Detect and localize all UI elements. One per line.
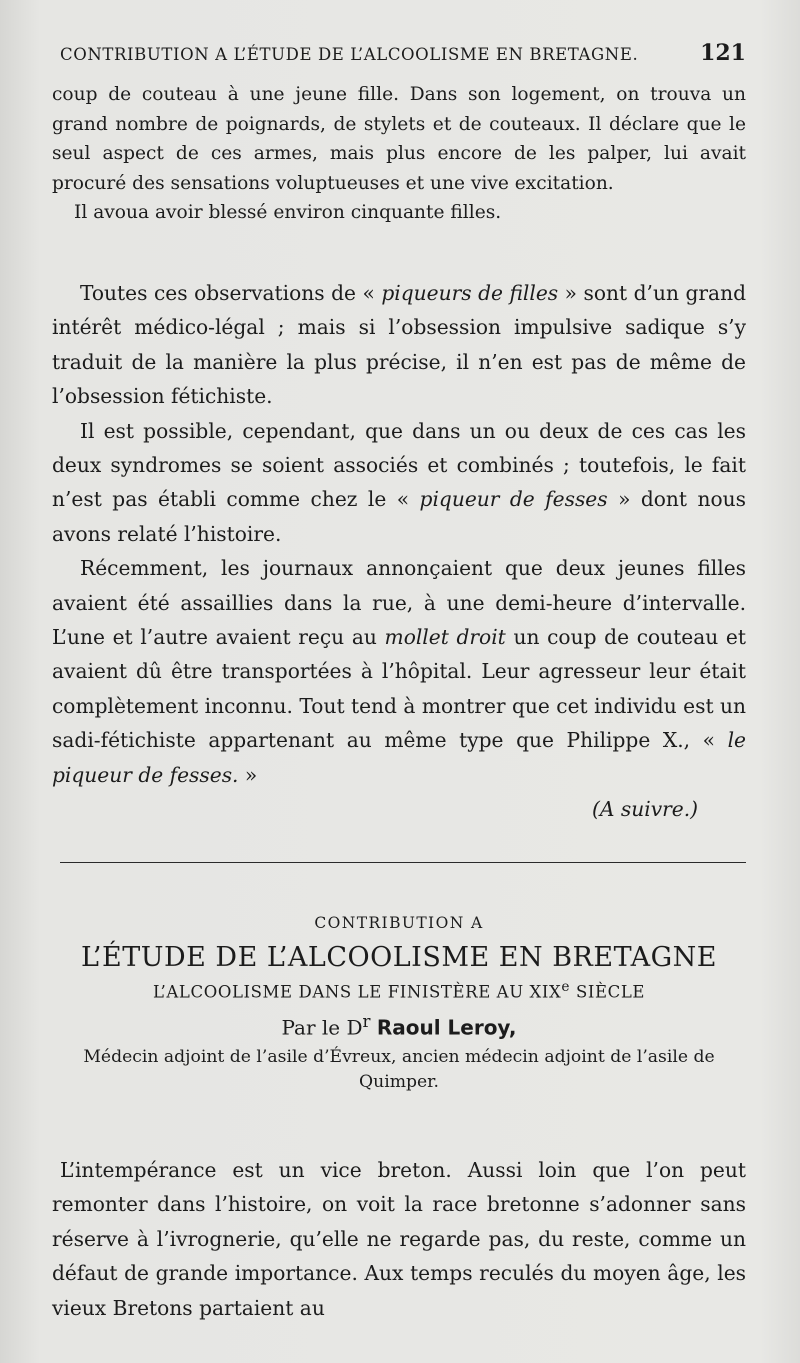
article-heading xyxy=(52,914,746,1095)
author-affiliation: Médecin adjoint de l’asile d’Évreux, ancien médecin adjoint de l’asile de Quimper. xyxy=(83,1047,715,1093)
article-subtitle: L’ALCOOLISME DANS LE FINISTÈRE AU XIXe SIÈCLE xyxy=(152,979,646,1002)
article-kicker: CONTRIBUTION A xyxy=(314,914,484,932)
article-title: L’ÉTUDE DE L’ALCOOLISME EN BRETAGNE xyxy=(80,942,718,973)
continued-paragraph: coup de couteau à une jeune fille. Dans son logement, on trouva un grand nombre de poignards, de stylets et de couteaux. Il déclare que le seul aspect de ces armes, mais plus encore de les palper, lui avait procuré des sensations voluptueuses et une vive excitation. xyxy=(52,84,746,194)
to-be-continued: (A suivre.) xyxy=(592,797,698,822)
author-name: Raoul Leroy, xyxy=(376,1015,517,1040)
article2-first-paragraph: L’intempérance est un vice breton. Aussi loin que l’on peut remonter dans l’histoire, on voit la race bretonne s’adonner sans réserve à l’ivrognerie, qu’elle ne regarde pas, du reste, comme un défaut de grande importance. Aux temps reculés du moyen âge, les vieux Bretons partaient au xyxy=(52,1158,746,1320)
article2-body xyxy=(52,1153,746,1325)
article-body xyxy=(52,276,746,827)
page-number: 121 xyxy=(700,40,746,66)
running-title: CONTRIBUTION A L’ÉTUDE DE L’ALCOOLISME EN BRETAGNE. xyxy=(60,45,639,64)
author-byline: Par le $D^r$ Raoul Leroy, xyxy=(281,1011,517,1040)
paragraph-recent: Récemment, les journaux annonçaient que deux jeunes filles avaient été assaillies dans la rue, à une demi-heure d’intervalle. L’une et l’autre avaient reçu au mollet droit un coup de couteau et avaient dû être transportées à l’hôpital. Leur agresseur leur était complètement inconnu. Tout tend à montrer que cet individu est un sadi-fétichiste appartenant au même type que Philippe X., « le piqueur de fesses. » xyxy=(52,556,746,787)
article-continuation xyxy=(52,80,746,228)
paragraph-observations: Toutes ces observations de « piqueurs de filles » sont d’un grand intérêt médico-légal ; mais si l’obsession impulsive sadique s’y traduit de la manière la plus précise, il n’en est pas de même de l’obsession fétichiste. xyxy=(52,281,746,409)
running-header xyxy=(60,40,746,66)
paragraph-syndromes: Il est possible, cependant, que dans un ou deux de ces cas les deux syndromes se soient associés et combinés ; toutefois, le fait n’est pas établi comme chez le « piqueur de fesses » dont nous avons relaté l’histoire. xyxy=(52,418,747,546)
wounded-paragraph: Il avoua avoir blessé environ cinquante filles. xyxy=(74,202,502,223)
section-divider xyxy=(60,862,746,863)
